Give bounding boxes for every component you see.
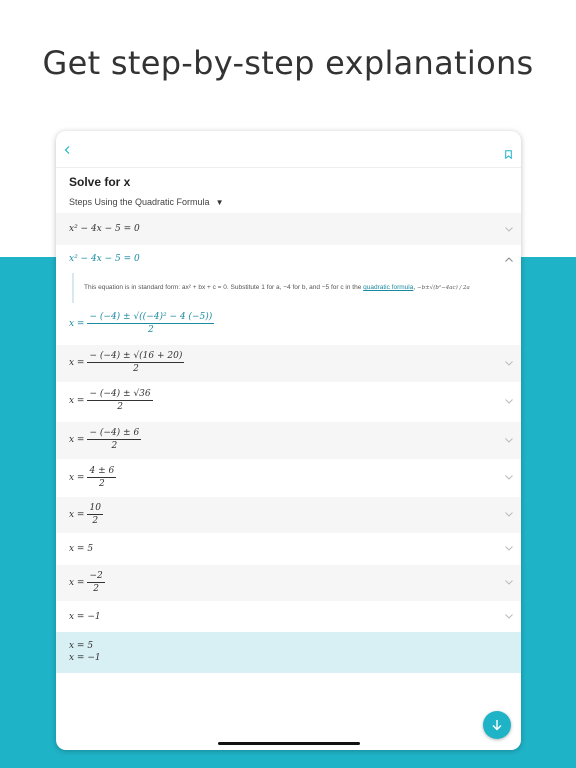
equation-prefix: x =: [69, 473, 85, 483]
scroll-down-button[interactable]: [483, 711, 511, 739]
chevron-down-icon[interactable]: [505, 399, 513, 404]
fraction-denominator: 2: [93, 584, 99, 594]
step-row[interactable]: [56, 422, 521, 460]
chevron-down-icon[interactable]: [505, 512, 513, 517]
fraction-denominator: 2: [117, 402, 123, 412]
step-equation: [69, 503, 103, 526]
step-equation: [69, 389, 153, 412]
step-row[interactable]: [56, 345, 521, 383]
final-answer-line-1: x = 5: [69, 641, 94, 651]
step-equation: [69, 466, 116, 489]
equation-prefix: x =: [69, 510, 85, 520]
equation-prefix: x =: [69, 358, 85, 368]
step-explanation-row: [56, 273, 521, 306]
step-row[interactable]: [56, 497, 521, 534]
final-answer: [56, 632, 521, 673]
step-equation: [69, 428, 141, 451]
step-row[interactable]: [56, 306, 521, 345]
top-bar: [56, 131, 521, 168]
back-chevron-left-icon[interactable]: [64, 146, 71, 153]
headline: Get step-by-step explanations: [42, 44, 534, 82]
page-title: Solve for x: [69, 175, 131, 189]
fraction-numerator: 4 ± 6: [89, 466, 115, 476]
home-indicator: [218, 742, 360, 745]
step-explanation: This equation is in standard form: ax² + bx + c = 0. Substitute 1 for a, −4 for b, and −5 for c in the quadratic formula, −b±√(b²−4ac) / 2a: [72, 273, 521, 303]
fraction-denominator: 2: [133, 364, 139, 374]
equation-prefix: x =: [69, 578, 85, 588]
equation-prefix: x =: [69, 396, 85, 406]
chevron-up-icon[interactable]: [505, 257, 513, 262]
step-equation: x² − 4x − 5 = 0: [69, 224, 140, 234]
chevron-down-icon[interactable]: [505, 227, 513, 232]
steps-list: [56, 213, 521, 673]
fraction-denominator: 2: [98, 479, 105, 489]
chevron-down-icon[interactable]: [505, 614, 513, 619]
fraction-numerator: − (−4) ± √((−4)² − 4 (−5)): [89, 312, 213, 322]
step-equation: x = −1: [69, 612, 101, 622]
step-row-expanded[interactable]: [56, 246, 521, 273]
step-row[interactable]: [56, 213, 521, 246]
chevron-down-icon[interactable]: [505, 475, 513, 480]
fraction-numerator: − (−4) ± 6: [89, 428, 140, 438]
fraction-denominator: 2: [111, 441, 118, 451]
explanation-text: This equation is in standard form: ax² + bx + c = 0. Substitute 1 for a, −4 for b, and −5 for c in the: [84, 284, 362, 291]
step-equation: [69, 351, 184, 374]
fraction-numerator: − (−4) ± √(16 + 20): [89, 351, 183, 361]
quadratic-formula-link[interactable]: quadratic formula: [363, 284, 414, 291]
equation-prefix: x =: [69, 435, 85, 445]
chevron-down-icon[interactable]: [505, 580, 513, 585]
chevron-down-icon[interactable]: [505, 546, 513, 551]
bookmark-icon[interactable]: [505, 150, 512, 159]
step-equation: x² − 4x − 5 = 0: [69, 254, 140, 264]
step-equation: x = 5: [69, 544, 94, 554]
caret-down-icon: ▼: [215, 198, 224, 207]
step-row[interactable]: [56, 460, 521, 497]
step-equation: [69, 571, 105, 594]
step-row[interactable]: [56, 602, 521, 632]
formula-preview: −b±√(b²−4ac) / 2a: [416, 285, 470, 291]
method-label: Steps Using the Quadratic Formula: [69, 197, 210, 207]
step-row[interactable]: [56, 534, 521, 565]
fraction-numerator: −2: [89, 571, 103, 581]
arrow-down-icon: [491, 719, 503, 731]
step-row[interactable]: [56, 565, 521, 602]
equation-prefix: x =: [69, 319, 85, 329]
fraction-numerator: 10: [89, 503, 101, 513]
chevron-down-icon[interactable]: [505, 438, 513, 443]
step-row[interactable]: [56, 383, 521, 422]
device-screen: [56, 131, 521, 750]
fraction-denominator: 2: [147, 325, 154, 335]
step-equation: [69, 312, 214, 335]
final-answer-line-2: x = −1: [69, 653, 101, 663]
chevron-down-icon[interactable]: [505, 361, 513, 366]
method-dropdown[interactable]: [69, 197, 224, 207]
fraction-numerator: − (−4) ± √36: [89, 389, 151, 399]
fraction-denominator: 2: [92, 516, 99, 526]
